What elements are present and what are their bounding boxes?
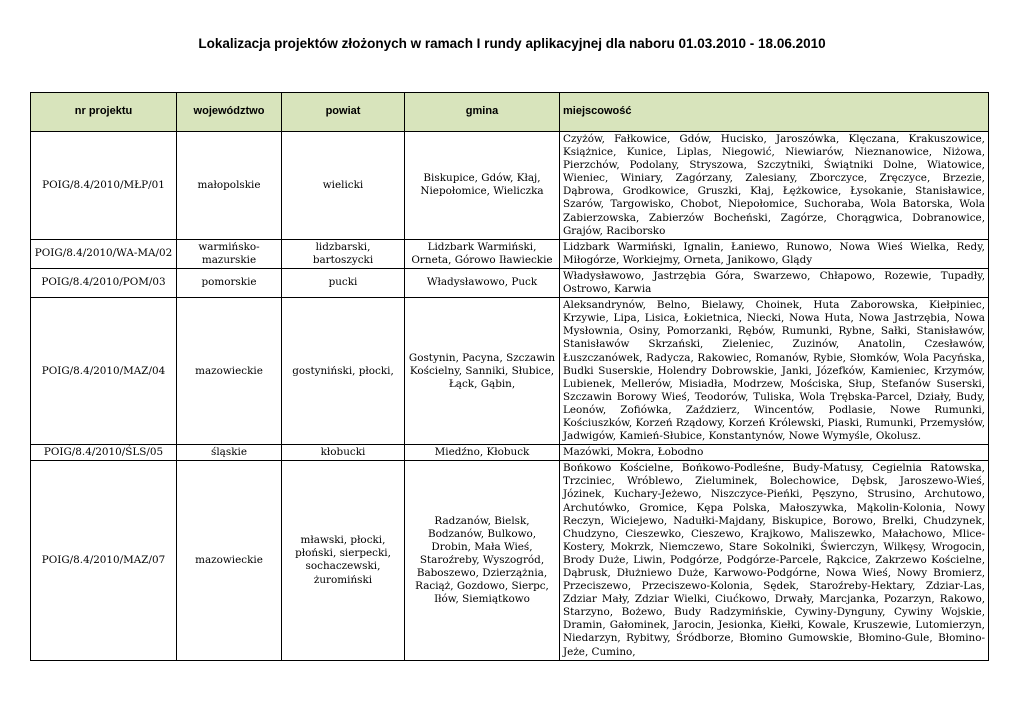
- cell-gmina: Gostynin, Pacyna, Szczawin Kościelny, Sanniki, Słubice, Łąck, Gąbin,: [405, 298, 560, 445]
- cell-nr-projektu: POIG/8.4/2010/WA-MA/02: [31, 239, 177, 268]
- cell-wojewodztwo: warmińsko-mazurskie: [177, 239, 282, 268]
- cell-gmina: Lidzbark Warmiński, Orneta, Górowo Iławieckie: [405, 239, 560, 268]
- cell-powiat: lidzbarski, bartoszycki: [282, 239, 405, 268]
- cell-nr-projektu: POIG/8.4/2010/MAZ/04: [31, 298, 177, 445]
- cell-powiat: kłobucki: [282, 445, 405, 461]
- cell-wojewodztwo: małopolskie: [177, 132, 282, 240]
- table-row: [31, 445, 989, 461]
- cell-powiat: gostyniński, płocki,: [282, 298, 405, 445]
- cell-miejscowosc: Bońkowo Kościelne, Bońkowo-Podleśne, Budy-Matusy, Cegielnia Ratowska, Trzciniec, Wróblewo, Zieluminek, Bolechowice, Dębsk, Jaroszewo-Wieś, Józinek, Kuchary-Jeżewo, Niszczyce-Pieńki, Pęszyno, Strusino, Archutowo, Archutówko, Gromice, Kępa Polska, Małoszywka, Mąkolin-Kolonia, Nowy Reczyn, Wiciejewo, Nadułki-Majdany, Biskupice, Borowo, Brelki, Chudzynek, Chudzyno, Cieszewko, Cieszewo, Krajkowo, Maliszewko, Małachowo, Mlice-Kostery, Mokrzk, Niemczewo, Stare Sokolniki, Świerczyn, Wilkęsy, Wrogocin, Brody Duże, Liwin, Podgórze, Podgórze-Parcele, Rąkcice, Zakrzewo Kościelne, Dąbrusk, Dłużniewo Duże, Karwowo-Podgórne, Nowa Wieś, Nowy Bromierz, Przeciszewo, Przeciszewo-Kolonia, Sędek, Staroźreby-Hektary, Zdziar-Las, Zdziar Mały, Zdziar Wielki, Ciućkowo, Drwały, Marcjanka, Pozarzyn, Rakowo, Starzyno, Bożewo, Budy Radzymińskie, Cywiny-Dynguny, Cywiny Wojskie, Dramin, Gałominek, Jarocin, Jesionka, Kiełki, Kowale, Kruszewie, Lutomierzyn, Niedarzyn, Rybitwy, Śródborze, Błomino Gumowskie, Błomino-Gule, Błomino-Jeże, Cumino,: [560, 461, 989, 660]
- cell-powiat: pucki: [282, 268, 405, 297]
- cell-powiat: mławski, płocki, płoński, sierpecki, sochaczewski, żuromiński: [282, 461, 405, 660]
- header-gmina: gmina: [405, 93, 560, 132]
- cell-wojewodztwo: śląskie: [177, 445, 282, 461]
- cell-miejscowosc: Lidzbark Warmiński, Ignalin, Łaniewo, Runowo, Nowa Wieś Wielka, Redy, Miłogórze, Workiejmy, Orneta, Janikowo, Glądy: [560, 239, 989, 268]
- cell-miejscowosc: Aleksandrynów, Belno, Bielawy, Choinek, Huta Zaborowska, Kiełpiniec, Krzywie, Lipa, Lisica, Łokietnica, Niecki, Nowa Huta, Nowa Jastrzębia, Nowa Mysłownia, Osiny, Pomorzanki, Rębów, Rumunki, Rybne, Sałki, Stanisławów, Stanisławów Skrzański, Zieleniec, Zuzinów, Anatolin, Czesławów, Łuszczanówek, Radycza, Rakowiec, Romanów, Rybie, Słomków, Wola Pacyńska, Budki Suserskie, Holendry Dobrowskie, Janki, Józefków, Kamieniec, Krzymów, Lubienek, Mellerów, Misiadła, Modrzew, Mościska, Słup, Stefanów Suserski, Szczawin Borowy Wieś, Teodorów, Tuliska, Wola Trębska-Parcel, Działy, Budy, Leonów, Zofiówka, Zaździerz, Wincentów, Podlasie, Nowe Rumunki, Kościuszków, Korzeń Rządowy, Korzeń Królewski, Piaski, Rumunki, Przemysłów, Jadwigów, Kamień-Słubice, Konstantynów, Nowe Wymyśle, Okolusz.: [560, 298, 989, 445]
- header-powiat: powiat: [282, 93, 405, 132]
- cell-gmina: Władysławowo, Puck: [405, 268, 560, 297]
- page-title: Lokalizacja projektów złożonych w ramach I rundy aplikacyjnej dla naboru 01.03.2010 - 18.06.2010: [198, 36, 826, 51]
- cell-nr-projektu: POIG/8.4/2010/MAZ/07: [31, 461, 177, 660]
- cell-nr-projektu: POIG/8.4/2010/POM/03: [31, 268, 177, 297]
- cell-nr-projektu: POIG/8.4/2010/MŁP/01: [31, 132, 177, 240]
- cell-miejscowosc: Władysławowo, Jastrzębia Góra, Swarzewo, Chłapowo, Rozewie, Tupadły, Ostrowo, Karwia: [560, 268, 989, 297]
- cell-wojewodztwo: mazowieckie: [177, 298, 282, 445]
- cell-gmina: Biskupice, Gdów, Kłaj, Niepołomice, Wieliczka: [405, 132, 560, 240]
- table-row: [31, 268, 989, 297]
- header-wojewodztwo: województwo: [177, 93, 282, 132]
- projects-table: [30, 92, 989, 661]
- table-row: [31, 461, 989, 660]
- table-row: [31, 132, 989, 240]
- cell-miejscowosc: Czyżów, Fałkowice, Gdów, Hucisko, Jaroszówka, Klęczana, Krakuszowice, Książnice, Kunice, Liplas, Niegowić, Niewiarów, Nieznanowice, Niżowa, Pierzchów, Podolany, Stryszowa, Szczytniki, Świątniki Dolne, Wiatowice, Wieniec, Winiary, Zagórzany, Zalesiany, Zborczyce, Zręczyce, Brzezie, Dąbrowa, Grodkowice, Gruszki, Kłaj, Łężkowice, Łysokanie, Stanisławice, Szarów, Targowisko, Chobot, Niepołomice, Suchoraba, Wola Batorska, Wola Zabierzowska, Zabierzów Bocheński, Zagórze, Chorągwica, Dobranowice, Grajów, Raciborsko: [560, 132, 989, 240]
- table-header-row: [31, 93, 989, 132]
- cell-gmina: Radzanów, Bielsk, Bodzanów, Bulkowo, Drobin, Mała Wieś, Staroźreby, Wyszogród, Baboszewo, Dzierzążnia, Raciąż, Gozdowo, Sierpc, Iłów, Siemiątkowo: [405, 461, 560, 660]
- cell-wojewodztwo: mazowieckie: [177, 461, 282, 660]
- table-row: [31, 298, 989, 445]
- cell-powiat: wielicki: [282, 132, 405, 240]
- cell-miejscowosc: Mazówki, Mokra, Łobodno: [560, 445, 989, 461]
- cell-wojewodztwo: pomorskie: [177, 268, 282, 297]
- cell-nr-projektu: POIG/8.4/2010/ŚLS/05: [31, 445, 177, 461]
- header-nr-projektu: nr projektu: [31, 93, 177, 132]
- header-miejscowosc: miejscowość: [560, 93, 989, 132]
- cell-gmina: Miedźno, Kłobuck: [405, 445, 560, 461]
- table-row: [31, 239, 989, 268]
